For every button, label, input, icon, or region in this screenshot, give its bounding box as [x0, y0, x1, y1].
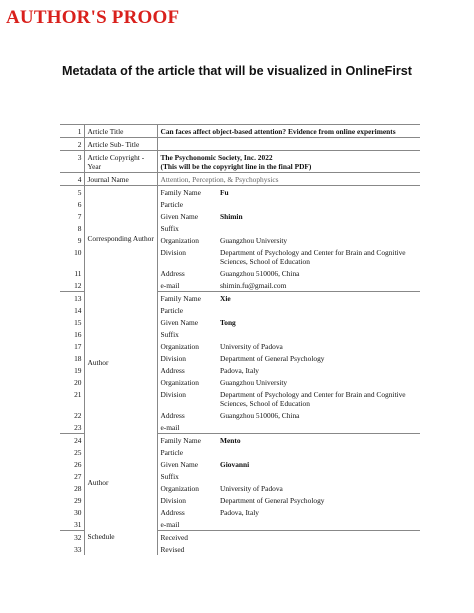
- field-label: Particle: [160, 447, 184, 457]
- row-number: 21: [60, 388, 84, 409]
- particle-value: [217, 304, 420, 316]
- division-value: Department of General Psychology: [220, 353, 325, 363]
- row-number: 18: [60, 352, 84, 364]
- field-label: Suffix: [160, 329, 179, 339]
- field-label: Address: [160, 365, 185, 375]
- table-row: [60, 173, 420, 186]
- author-label: Author: [84, 292, 157, 434]
- division-value: Department of Psychology and Center for Brain and Cognitive Sciences, School of Education: [220, 247, 406, 266]
- field-label: Suffix: [160, 223, 179, 233]
- journal-name-value: Attention, Perception, & Psychophysics: [157, 173, 420, 186]
- row-number: 28: [60, 482, 84, 494]
- table-row: [60, 292, 420, 305]
- row-number: 24: [60, 434, 84, 447]
- journal-name-label: Journal Name: [84, 173, 157, 186]
- revised-value: [217, 543, 420, 555]
- schedule-label: Schedule: [84, 531, 157, 556]
- row-number: 19: [60, 364, 84, 376]
- row-number: 6: [60, 198, 84, 210]
- field-label: Family Name: [160, 435, 201, 445]
- field-label: Received: [160, 532, 188, 542]
- row-number: 13: [60, 292, 84, 305]
- address-value: Guangzhou 510006, China: [220, 268, 300, 278]
- row-number: 31: [60, 518, 84, 531]
- row-number: 15: [60, 316, 84, 328]
- particle-value: [217, 198, 420, 210]
- family-name-value: Fu: [220, 187, 229, 197]
- copyright-line: The Psychonomic Society, Inc. 2022: [160, 152, 273, 162]
- article-subtitle-label: Article Sub- Title: [84, 138, 157, 151]
- row-number: 17: [60, 340, 84, 352]
- field-label: Revised: [160, 544, 185, 554]
- particle-value: [217, 446, 420, 458]
- family-name-value: Mento: [220, 435, 241, 445]
- row-number: 1: [60, 125, 84, 138]
- row-number: 20: [60, 376, 84, 388]
- table-row: [60, 138, 420, 151]
- row-number: 12: [60, 279, 84, 292]
- field-label: e-mail: [157, 421, 217, 434]
- organization-value: University of Padova: [220, 341, 283, 351]
- field-label: Particle: [160, 199, 184, 209]
- author-label: Author: [84, 434, 157, 531]
- page-heading: Metadata of the article that will be visualized in OnlineFirst: [62, 64, 412, 78]
- field-label: e-mail: [157, 279, 217, 292]
- row-number: 8: [60, 222, 84, 234]
- row-number: 9: [60, 234, 84, 246]
- table-row: [60, 531, 420, 544]
- field-label: Division: [160, 353, 186, 363]
- article-title-value: Can faces affect object-based attention? Evidence from online experiments: [157, 125, 420, 138]
- field-label: Organization: [160, 235, 199, 245]
- table-row: [60, 186, 420, 199]
- table-row: [60, 125, 420, 138]
- field-label: Organization: [160, 341, 199, 351]
- row-number: 33: [60, 543, 84, 555]
- email-value: shimin.fu@gmail.com: [217, 279, 420, 292]
- organization-value: University of Padova: [220, 483, 283, 493]
- row-number: 26: [60, 458, 84, 470]
- row-number: 16: [60, 328, 84, 340]
- article-title-label: Article Title: [84, 125, 157, 138]
- row-number: 27: [60, 470, 84, 482]
- row-number: 14: [60, 304, 84, 316]
- authors-proof-banner: AUTHOR'S PROOF: [6, 7, 180, 28]
- division-value: Department of Psychology and Center for Brain and Cognitive Sciences, School of Education: [220, 389, 406, 408]
- field-label: Organization: [160, 377, 199, 387]
- row-number: 32: [60, 531, 84, 544]
- corresponding-author-label: Corresponding Author: [84, 186, 157, 292]
- field-label: Address: [160, 507, 185, 517]
- row-number: 10: [60, 246, 84, 267]
- row-number: 2: [60, 138, 84, 151]
- copyright-note: (This will be the copyright line in the final PDF): [160, 161, 312, 171]
- suffix-value: [217, 222, 420, 234]
- received-value: [217, 531, 420, 544]
- field-label: Suffix: [160, 471, 179, 481]
- address-value: Padova, Italy: [220, 507, 259, 517]
- field-label: Address: [160, 268, 185, 278]
- field-label: Given Name: [160, 459, 199, 469]
- field-label: Division: [160, 495, 186, 505]
- field-label: Family Name: [160, 187, 201, 197]
- suffix-value: [217, 470, 420, 482]
- row-number: 29: [60, 494, 84, 506]
- given-name-value: Shimin: [220, 211, 243, 221]
- row-number: 7: [60, 210, 84, 222]
- given-name-value: Giovanni: [220, 459, 250, 469]
- field-label: Address: [160, 410, 185, 420]
- address-value: Padova, Italy: [220, 365, 259, 375]
- field-label: Particle: [160, 305, 184, 315]
- field-label: e-mail: [157, 518, 217, 531]
- family-name-value: Xie: [220, 293, 231, 303]
- article-subtitle-value: [157, 138, 420, 151]
- table-row: [60, 151, 420, 173]
- email-value: [217, 421, 420, 434]
- field-label: Organization: [160, 483, 199, 493]
- metadata-table: [60, 124, 420, 555]
- suffix-value: [217, 328, 420, 340]
- division-value: Department of General Psychology: [220, 495, 325, 505]
- row-number: 30: [60, 506, 84, 518]
- row-number: 22: [60, 409, 84, 421]
- given-name-value: Tong: [220, 317, 236, 327]
- field-label: Given Name: [160, 317, 199, 327]
- row-number: 3: [60, 151, 84, 173]
- email-value: [217, 518, 420, 531]
- field-label: Division: [160, 247, 186, 257]
- row-number: 11: [60, 267, 84, 279]
- field-label: Division: [160, 389, 186, 399]
- field-label: Given Name: [160, 211, 199, 221]
- organization-value: Guangzhou University: [220, 377, 288, 387]
- address-value: Guangzhou 510006, China: [220, 410, 300, 420]
- table-row: [60, 434, 420, 447]
- organization-value: Guangzhou University: [220, 235, 288, 245]
- row-number: 25: [60, 446, 84, 458]
- row-number: 23: [60, 421, 84, 434]
- row-number: 5: [60, 186, 84, 199]
- row-number: 4: [60, 173, 84, 186]
- copyright-year-label: Article Copyright - Year: [84, 151, 157, 173]
- copyright-value: [157, 151, 420, 173]
- field-label: Family Name: [160, 293, 201, 303]
